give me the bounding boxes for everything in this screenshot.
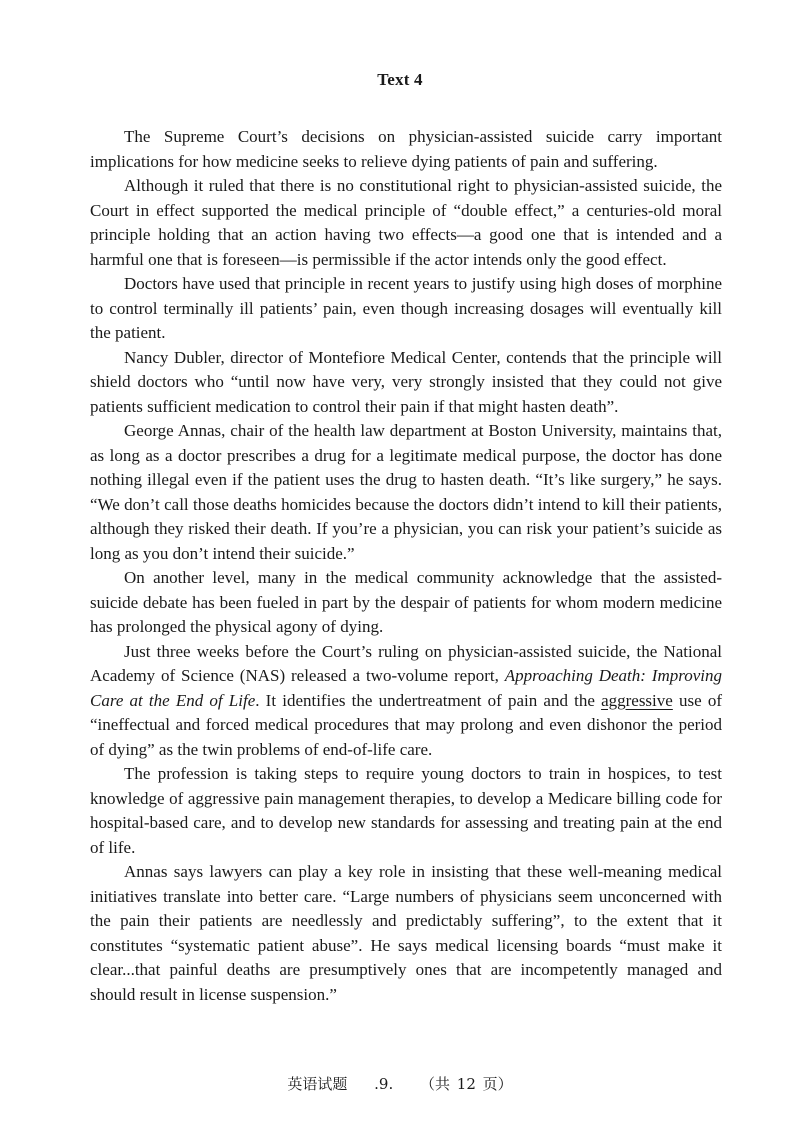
paragraph-5: George Annas, chair of the health law department at Boston University, maintains that, as long as a doctor prescribes a drug for a legitimate medical purpose, the doctor has done nothing illegal even if the patient uses the drug to hasten death. “It’s like surgery,” he says. “We don’t call those deaths homicides because the doctors didn’t intend to kill their patients, although they risked their death. If you’re a physician, you can risk your patient’s suicide as long as you don’t intend their suicide.” bbox=[90, 421, 722, 563]
paragraph-9: Annas says lawyers can play a key role in insisting that these well-meaning medical initiatives translate into better care. “Large numbers of physicians seem unconcerned with the pain their patients are needlessly and predictably suffering”, to the extent that it constitutes “systematic patient abuse”. He says medical licensing boards “must make it clear...that painful deaths are presumptively ones that are incompetently managed and should result in license suspension.” bbox=[90, 862, 722, 1004]
paragraph-4: Nancy Dubler, director of Montefiore Medical Center, contends that the principle will shield doctors who “until now have very, very strongly insisted that they could not give patients sufficient medication to control their pain if that might hasten death”. bbox=[90, 347, 722, 416]
paragraph-7-part-c: use of “ineffectual and forced medical procedures that may prolong and even dishonor the period of dying” as the twin problems of end-of-life care. bbox=[90, 690, 722, 759]
passage-body bbox=[90, 125, 722, 1007]
footer-total-pages: （共 12 页） bbox=[420, 1075, 513, 1093]
footer-page-number: .9. bbox=[374, 1075, 394, 1093]
paragraph-6: On another level, many in the medical community acknowledge that the assisted-suicide debate has been fueled in part by the despair of patients for whom modern medicine has prolonged the physical agony of dying. bbox=[90, 568, 722, 636]
paragraph-7-part-a: Just three weeks before the Court’s ruling on physician-assisted suicide, the National Academy of Science (NAS) released a two-volume report, bbox=[90, 641, 722, 685]
paragraph-3: Doctors have used that principle in recent years to justify using high doses of morphine to control terminally ill patients’ pain, even though increasing dosages will eventually kill the patient. bbox=[90, 274, 722, 342]
paragraph-1: The Supreme Court’s decisions on physician-assisted suicide carry important implications for how medicine seeks to relieve dying patients of pain and suffering. bbox=[90, 127, 722, 171]
report-title: Approaching Death: Improving Care at the End of Life bbox=[90, 666, 722, 710]
paragraph-2: Although it ruled that there is no constitutional right to physician-assisted suicide, the Court in effect supported the medical principle of “double effect,” a centuries-old moral principle holding that an action having two effects—a good one that is intended and a harmful one that is foreseen—is permissible if the actor intends only the good effect. bbox=[90, 176, 722, 269]
section-title: Text 4 bbox=[377, 70, 423, 89]
underlined-word: aggressive bbox=[601, 690, 673, 710]
footer-subject: 英语试题 bbox=[287, 1075, 348, 1093]
paragraph-8: The profession is taking steps to require young doctors to train in hospices, to test knowledge of aggressive pain management therapies, to develop a Medicare billing code for hospital-based care, and to develop new standards for assessing and treating pain at the end of life. bbox=[90, 764, 722, 857]
page-footer bbox=[0, 1073, 800, 1094]
paragraph-7 bbox=[90, 640, 722, 763]
paragraph-7-part-b: . It identifies the undertreatment of pain and the bbox=[255, 690, 602, 710]
